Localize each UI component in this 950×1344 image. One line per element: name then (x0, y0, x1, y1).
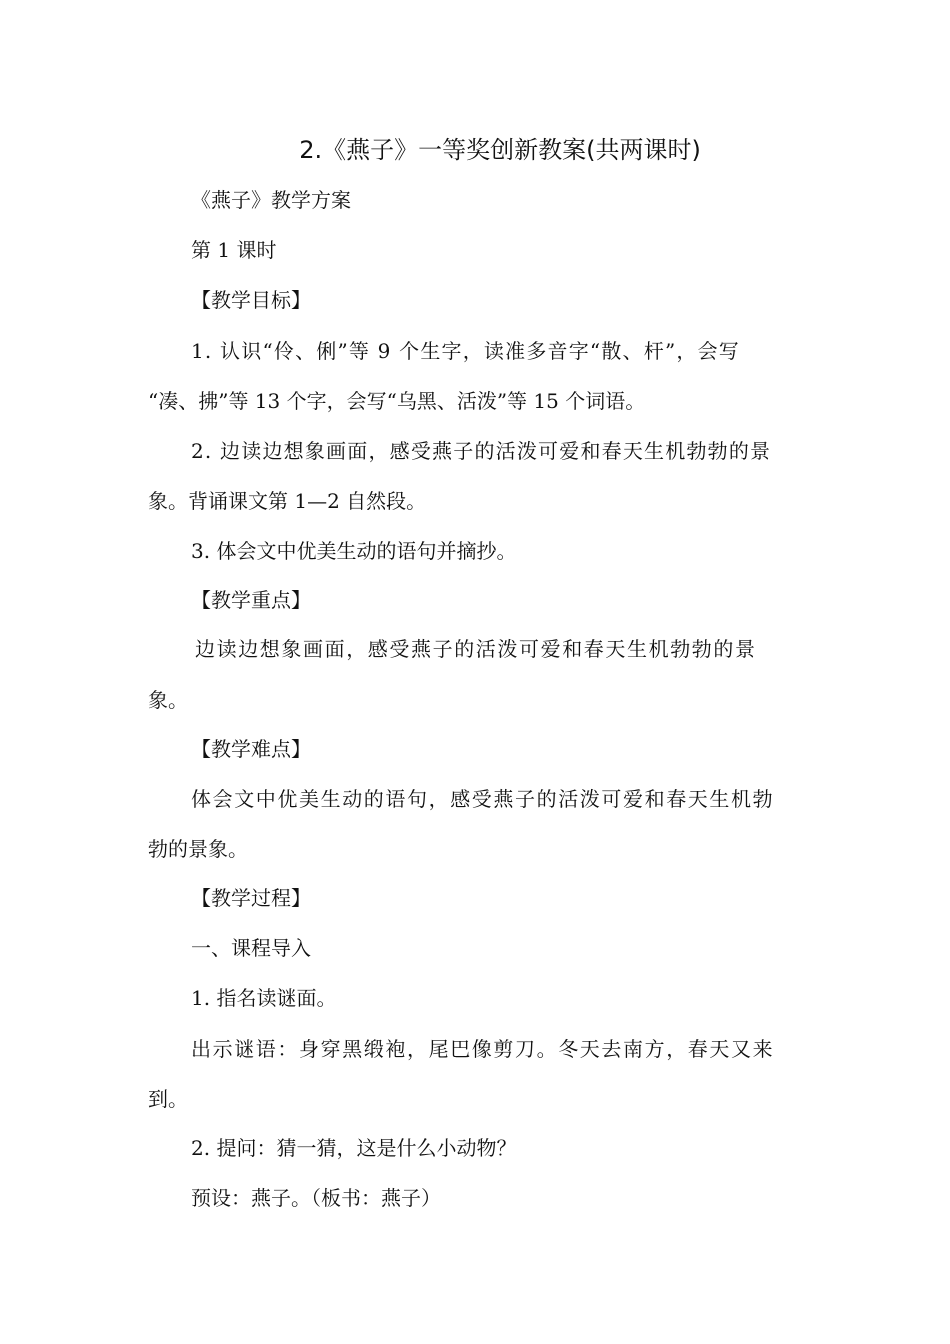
section-heading: 【教学目标】 (191, 288, 311, 312)
paragraph-line: 象。 (148, 688, 188, 712)
section-heading: 【教学重点】 (191, 588, 311, 612)
section-heading: 【教学难点】 (191, 737, 311, 761)
paragraph-line: 边读边想象画面，感受燕子的活泼可爱和春天生机勃勃的景 (195, 637, 757, 661)
paragraph-line: 预设：燕子。（板书：燕子） (191, 1186, 441, 1210)
paragraph-line: 一、课程导入 (191, 936, 311, 960)
paragraph-line: 勃的景象。 (148, 837, 248, 861)
paragraph-line: 3. 体会文中优美生动的语句并摘抄。 (191, 539, 517, 563)
paragraph-line: “凑、拂”等 13 个字，会写“乌黑、活泼”等 15 个词语。 (148, 389, 646, 413)
paragraph-line: 1. 认识“伶、俐”等 9 个生字，读准多音字“散、杆”，会写 (191, 339, 740, 363)
paragraph-line: 2. 提问：猜一猜，这是什么小动物？ (191, 1136, 517, 1160)
lesson-line: 第 1 课时 (191, 238, 277, 262)
paragraph-line: 到。 (148, 1087, 188, 1111)
subtitle-line: 《燕子》教学方案 (191, 188, 351, 212)
paragraph-line: 出示谜语：身穿黑缎袍，尾巴像剪刀。冬天去南方，春天又来 (191, 1037, 775, 1061)
paragraph-line: 体会文中优美生动的语句，感受燕子的活泼可爱和春天生机勃 (191, 787, 775, 811)
document-title: 2.《燕子》一等奖创新教案(共两课时) (299, 136, 701, 164)
section-heading: 【教学过程】 (191, 886, 311, 910)
paragraph-line: 2. 边读边想象画面，感受燕子的活泼可爱和春天生机勃勃的景 (191, 439, 772, 463)
paragraph-line: 1. 指名读谜面。 (191, 986, 337, 1010)
paragraph-line: 象。背诵课文第 1—2 自然段。 (148, 489, 427, 513)
